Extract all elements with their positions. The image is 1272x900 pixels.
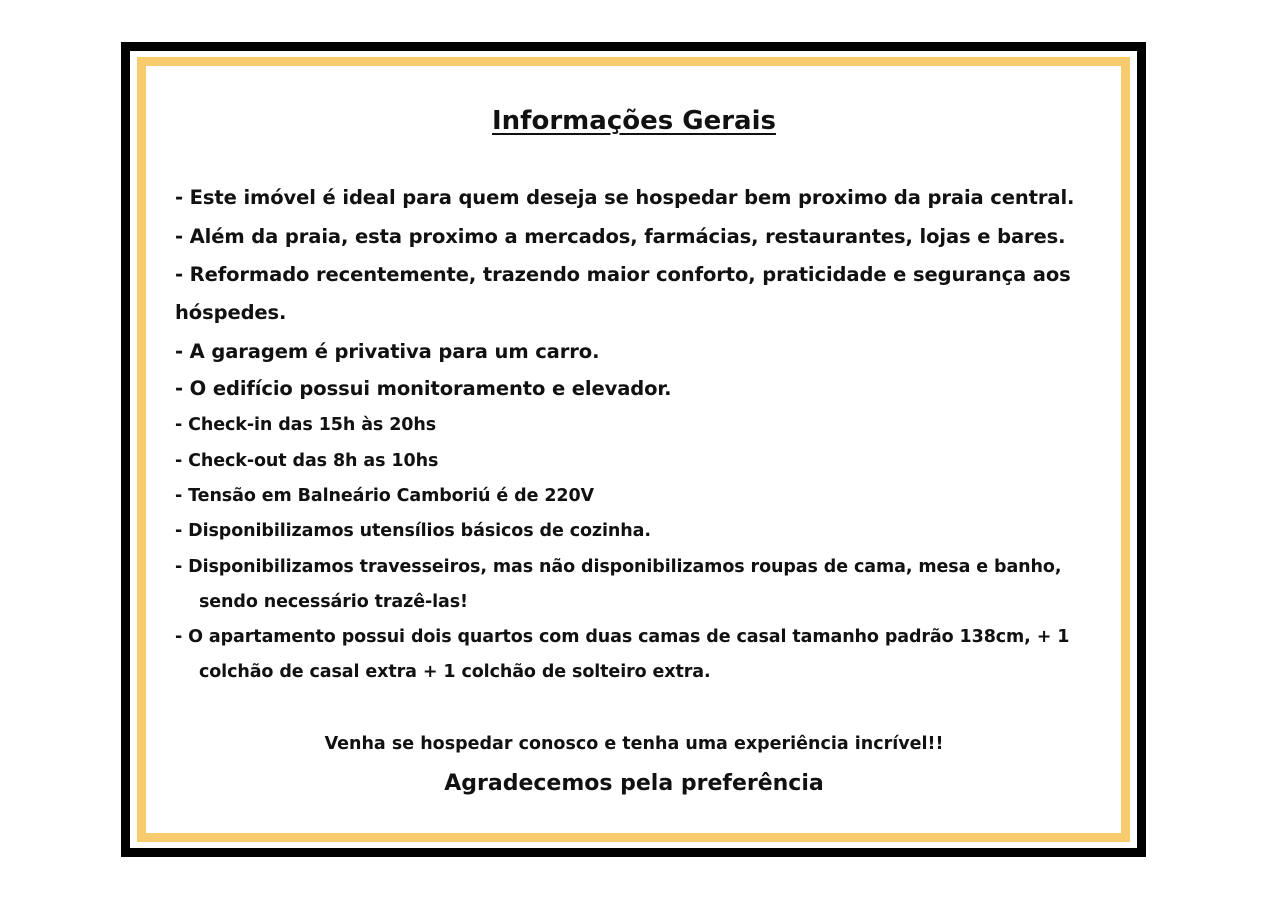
info-line-checkout: - Check-out das 8h as 10hs <box>175 451 439 471</box>
info-line-voltage: - Tensão em Balneário Camboriú é de 220V <box>175 486 594 506</box>
info-line-rooms-cont: colchão de casal extra + 1 colchão de solteiro extra. <box>175 662 711 682</box>
info-line-nearby: - Além da praia, esta proximo a mercados, farmácias, restaurantes, lojas e bares. <box>175 225 1066 248</box>
info-line-rooms: - O apartamento possui dois quartos com duas camas de casal tamanho padrão 138cm, + 1 <box>175 627 1070 647</box>
info-line-garage: - A garagem é privativa para um carro. <box>175 340 600 363</box>
info-line-renovated: - Reformado recentemente, trazendo maior conforto, praticidade e segurança aos <box>175 263 1071 286</box>
closing-invitation: Venha se hospedar conosco e tenha uma experiência incrível!! <box>324 734 944 754</box>
inner-gold-border <box>137 57 1130 842</box>
closing-thanks: Agradecemos pela preferência <box>444 771 824 796</box>
info-line-checkin: - Check-in das 15h às 20hs <box>175 415 437 435</box>
info-line-kitchen: - Disponibilizamos utensílios básicos de cozinha. <box>175 521 651 541</box>
info-line-renovated-cont: hóspedes. <box>175 301 287 324</box>
page-title: Informações Gerais <box>492 106 776 136</box>
info-line-building: - O edifício possui monitoramento e elevador. <box>175 377 672 400</box>
info-line-location: - Este imóvel é ideal para quem deseja se hospedar bem proximo da praia central. <box>175 186 1075 209</box>
info-line-linens: - Disponibilizamos travesseiros, mas não disponibilizamos roupas de cama, mesa e banho, <box>175 557 1062 577</box>
info-line-linens-cont: sendo necessário trazê-las! <box>175 592 468 612</box>
